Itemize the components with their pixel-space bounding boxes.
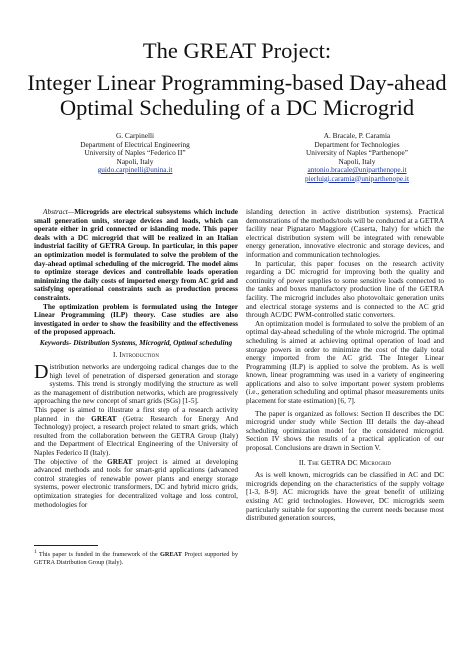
project-name: GREAT xyxy=(91,413,117,423)
right-column xyxy=(246,208,444,523)
intro-paragraph-2 xyxy=(34,406,238,458)
author-university: University of Naples “Parthenope” xyxy=(306,148,408,157)
intro-text: (Getra: Research for Energy And Technology) project, a research project related to smart grids, which resulted from the collaboration between the GETRA Group (Italy) and the Department of Electrical Engineering of the University of Naples Federico II (Italy). xyxy=(34,413,238,458)
author-name: G. Carpinelli xyxy=(115,131,155,140)
intro-text: This paper is aimed to illustrate a first step of a research activity planned in the xyxy=(34,405,238,423)
author-city: Napoli, Italy xyxy=(116,156,154,166)
intro-text: The objective of the xyxy=(34,456,108,466)
intro-paragraph-6: An optimization model is formulated to solve the problem of an optimal day-ahead scheduling of the whole microgrid. The optimal scheduling is aimed at achieving optimal operation of load and storage powers in order to minimize the cost of the daily total energy imported from the AC grid. The Integer Linear Programming (ILP) is applied to solve the problem. As is well known, linear programming was used in a variety of engineering applications and also to solve important power system problems (i.e., generation scheduling and optimal phasor measurements units placement for state estimation) [6, 7]. xyxy=(246,318,444,406)
project-name: GREAT xyxy=(160,551,182,559)
intro-text: project is aimed at developing advanced methods and tools for smart-grid applications (advanced control strategies of renewable power plants and energy storage systems, power electronic transformers, DC and hybrid micro grids, optimization strategies for decentralized voltage and loss control, methodologies for xyxy=(34,456,238,509)
footnote-rule xyxy=(34,545,98,546)
keywords-line: Keywords- Distribution Systems, Microgrid, Optimal scheduling xyxy=(39,337,233,347)
footnote-text: This paper is funded in the framework of the xyxy=(36,551,161,559)
intro-paragraph-5: In particular, this paper focuses on the research activity regarding a DC microgrid for improving both the quality and continuity of power supplies to some sensitive loads connected to the tanks and boxes manufactory production line of the GETRA facility. The microgrid includes also photovoltaic generation units and electrical storage systems and is connected to the AC grid through AC/DC PWM-controlled static converters. xyxy=(246,258,444,320)
drop-cap: D xyxy=(34,361,49,384)
author-email-link[interactable]: antonio.bracale@uniparthenope.it xyxy=(307,165,407,174)
title-line-2: Integer Linear Programming-based Day-ahead xyxy=(27,70,447,95)
author-email-link[interactable]: guido.carpinelli@unina.it xyxy=(97,165,173,174)
project-name: GREAT xyxy=(107,456,133,466)
title-line-1: The GREAT Project: xyxy=(142,38,332,63)
section-heading-introduction: I. Introduction xyxy=(112,349,160,359)
author-city: Napoli, Italy xyxy=(338,156,376,166)
intro-paragraph-3 xyxy=(34,458,238,510)
abstract-paragraph-2: The optimization problem is formulated using the Integer Linear Programming (ILP) theory. Case studies are also investigated in order to show the feasibility and the effectiveness of the proposed approach. xyxy=(34,301,238,337)
section2-paragraph-1: As is well known, microgrids can be classified in AC and DC microgrids depending on the characteristics of the supply voltage [1-3, 8-9]. AC microgrids have the great benefit of utilizing existing AC grid technologies. However, DC microgrids seem particularly suitable for supporting the current needs because most distributed generation sources, xyxy=(246,470,444,523)
footnote-mark: 1 xyxy=(34,549,37,555)
footnote xyxy=(34,549,238,566)
author-department: Department for Technologies xyxy=(314,139,400,149)
intro-text-1: istribution networks are undergoing radical changes due to the high level of penetration of dispersed generation and storage systems. This trend is strongly modifying the structure as well as the management of distribution networks, which are progressively approaching the new concept of smart grids (SGs) [1-5]. xyxy=(34,362,238,406)
footnote-text: Project supported by GETRA Distribution Group (Italy). xyxy=(34,551,238,566)
left-column xyxy=(34,208,238,509)
abstract-label: Abstract— xyxy=(43,207,75,216)
author-university: University of Naples “Federico II” xyxy=(84,148,186,157)
author-block-1 xyxy=(60,132,210,175)
author-block-2 xyxy=(282,132,432,183)
author-department: Department of Electrical Engineering xyxy=(80,139,190,149)
author-email-link[interactable]: pierluigi.caramia@uniparthenope.it xyxy=(305,173,409,183)
abstract-text: Microgrids are electrical subsystems which include small generation units, storage devices and loads, which can operate either in grid connected or islanding mode. This paper deals with a DC microgrid that will be realized in an Italian industrial facility of GETRA Group. In particular, in this paper an optimization model is formulated to solve the problem of the day-ahead optimal scheduling of the microgrid. The model aims to optimize storage devices and controllable loads operation minimizing the daily costs of imported energy from AC grid and satisfying operational constraints such as production process constraints. xyxy=(34,207,238,302)
section-heading-getra-dc-microgrid: II. The GETRA DC Microgrid xyxy=(298,457,392,467)
intro-paragraph-1 xyxy=(34,363,238,406)
abstract-paragraph xyxy=(34,208,238,303)
author-name: A. Bracale, P. Caramia xyxy=(323,131,391,140)
title-line-3: Optimal Scheduling of a DC Microgrid xyxy=(59,95,415,120)
intro-paragraph-7: The paper is organized as follows: Section II describes the DC microgrid under study while Section III details the day-ahead scheduling optimization model for the considered microgrid. Section IV shows the results of a practical application of our proposal. Conclusions are drawn in Section V. xyxy=(246,408,444,453)
intro-paragraph-4: islanding detection in active distribution systems). Practical demonstrations of the methods/tools will be conducted at a GETRA facility near Pignataro Maggiore (Caserta, Italy) for which the electrical distribution system will be integrated with renewable energy generation, innovative electronic and storage devices, and information and communication technologies. xyxy=(246,207,444,259)
